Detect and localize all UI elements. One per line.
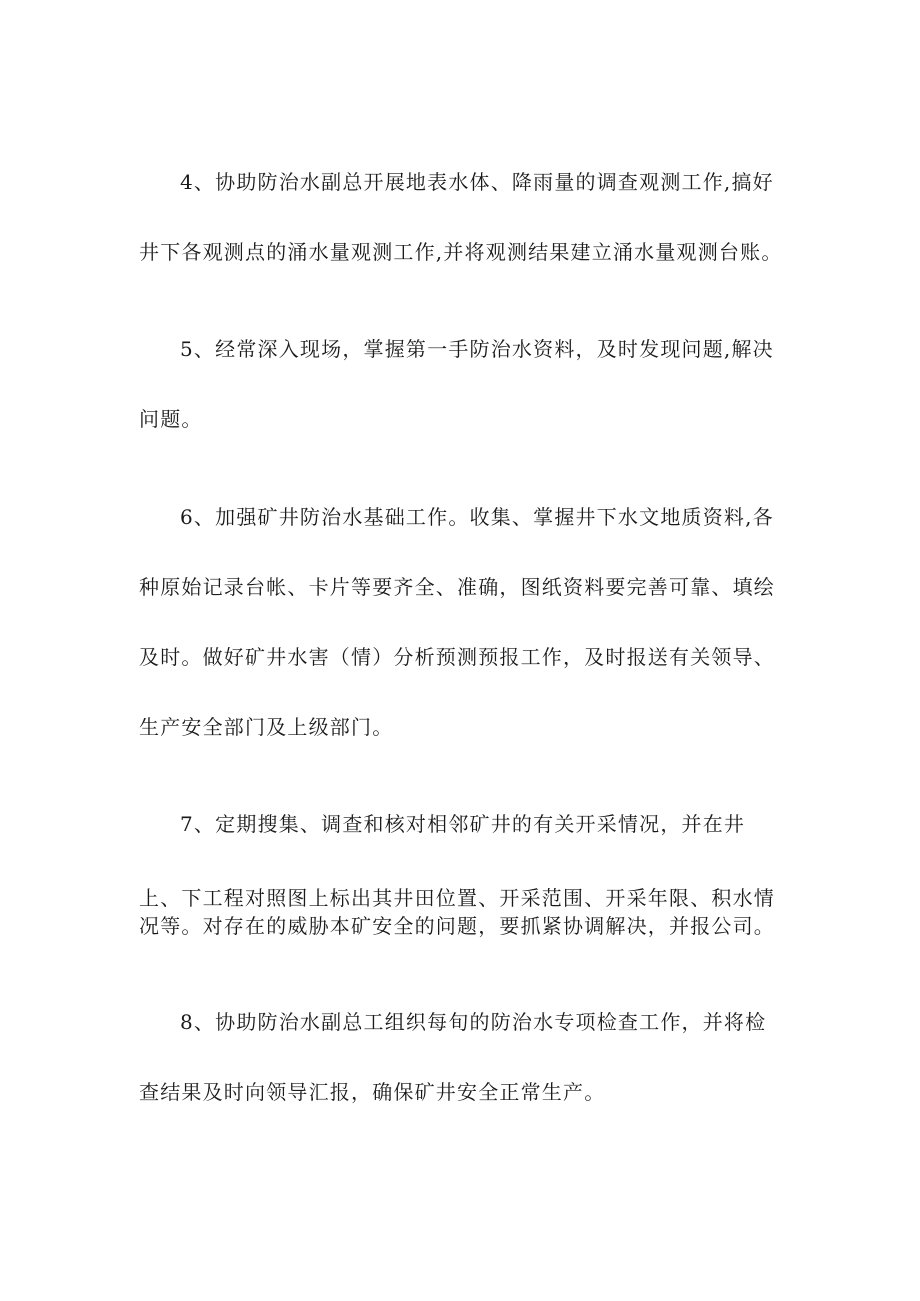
paragraph-item-8-line-1: 8、协助防治水副总工组织每旬的防治水专项检查工作，并将检 bbox=[180, 1010, 767, 1034]
paragraph-item-5-line-1: 5、经常深入现场，掌握第一手防治水资料，及时发现问题,解决 bbox=[180, 337, 774, 361]
paragraph-item-7-line-3: 况等。对存在的威胁本矿安全的问题，要抓紧协调解决，并报公司。 bbox=[139, 914, 775, 938]
paragraph-item-4-line-2: 井下各观测点的涌水量观测工作,并将观测结果建立涌水量观测台账。 bbox=[139, 240, 783, 264]
paragraph-item-7-line-2: 上、下工程对照图上标出其井田位置、开采范围、开采年限、积水情 bbox=[139, 886, 775, 910]
paragraph-item-6-line-2: 种原始记录台帐、卡片等要齐全、准确，图纸资料要完善可靠、填绘 bbox=[139, 575, 775, 599]
paragraph-item-6-line-4: 生产安全部门及上级部门。 bbox=[139, 715, 394, 739]
paragraph-item-5-line-2: 问题。 bbox=[139, 407, 203, 431]
paragraph-item-8-line-2: 查结果及时向领导汇报，确保矿井安全正常生产。 bbox=[139, 1080, 606, 1104]
paragraph-item-4-line-1: 4、协助防治水副总开展地表水体、降雨量的调查观测工作,搞好 bbox=[180, 170, 774, 194]
paragraph-item-6-line-1: 6、加强矿井防治水基础工作。收集、掌握井下水文地质资料,各 bbox=[180, 505, 774, 529]
paragraph-item-7-line-1: 7、定期搜集、调查和核对相邻矿井的有关开采情况，并在井 bbox=[180, 812, 746, 836]
paragraph-item-6-line-3: 及时。做好矿井水害（情）分析预测预报工作，及时报送有关领导、 bbox=[139, 645, 775, 669]
